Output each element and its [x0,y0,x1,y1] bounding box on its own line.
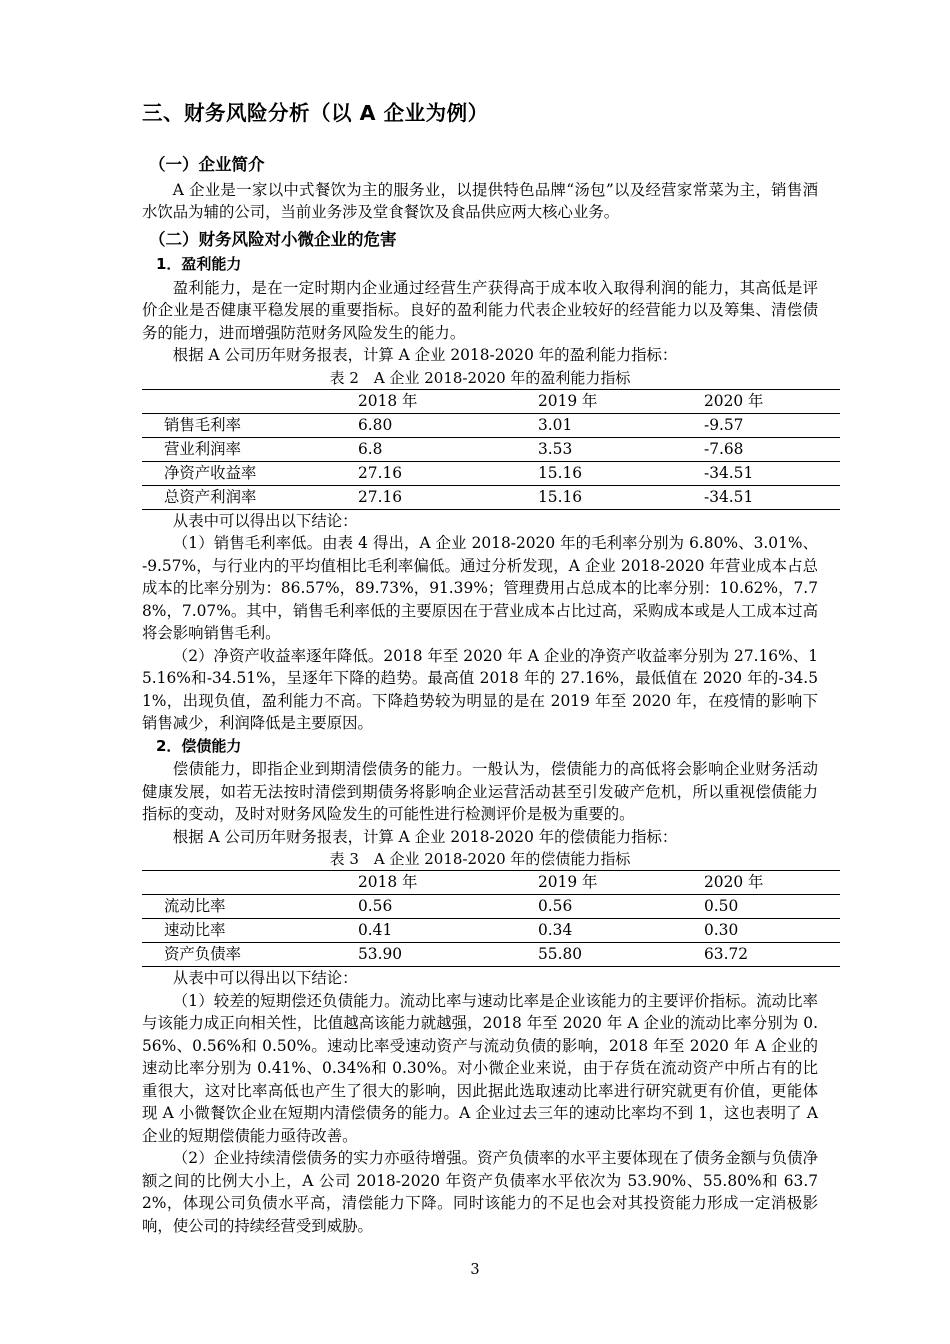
table2-row2-label: 净资产收益率 [142,461,358,485]
table2-row3-y2020: -34.51 [704,485,840,509]
table2-row1-y2019: 3.53 [538,437,704,461]
table-row [142,919,840,943]
heading-profitability: 1．盈利能力 [156,255,242,274]
table3-row1-label: 速动比率 [142,919,358,943]
table2-header-2020: 2020 年 [704,389,840,413]
table3-row0-y2020: 0.50 [704,895,840,919]
table-profitability-indicators [142,389,840,510]
paragraph-solvency-intro: 根据 A 公司历年财务报表，计算 A 企业 2018-2020 年的偿债能力指标： [172,827,678,846]
heading-company-profile: （一）企业简介 [149,154,265,174]
table2-row1-y2018: 6.8 [358,437,538,461]
table3-row0-label: 流动比率 [142,895,358,919]
table2-row0-y2018: 6.80 [358,413,538,437]
paragraph-profitability-conclusion-1: （1）销售毛利率低。由表 4 得出，A 企业 2018-2020 年的毛利率分别为 6.80%、3.01%、-9.57%，与行业内的平均值相比毛利率偏低。通过分析发现，A 企业 2018-2020 年营业成本占总成本的比率分别为：86.57%，89.73%，91.39%；管理费用占总成本的比率分别：10.62%，7.78%，7.07%。其中，销售毛利率低的主要原因在于营业成本占比过高，采购成本或是人工成本过高将会影响销售毛利。 [142,534,818,643]
table3-row0-y2018: 0.56 [358,895,538,919]
table2-row1-y2020: -7.68 [704,437,840,461]
table2-row2-y2020: -34.51 [704,461,840,485]
heading-financial-risk-harm: （二）财务风险对小微企业的危害 [149,229,397,249]
table2-row1-label: 营业利润率 [142,437,358,461]
paragraph-solvency-conclusion-2: （2）企业持续清偿债务的实力亦亟待增强。资产负债率的水平主要体现在了债务金额与负债净额之间的比例大小上，A 公司 2018-2020 年资产负债率水平依次为 53.90%、55.80%和 63.72%，体现公司负债水平高，清偿能力下降。同时该能力的不足也会对其投资能力形成一定消极影响，使公司的持续经营受到威胁。 [142,1149,818,1235]
table3-header-2019: 2019 年 [538,871,704,895]
table-header-row [142,871,840,895]
heading-solvency: 2．偿债能力 [156,736,242,755]
table3-row1-y2019: 0.34 [538,919,704,943]
page-content [142,100,818,1237]
table3-header-2018: 2018 年 [358,871,538,895]
paragraph-conclusion-lead-1: 从表中可以得出以下结论： [172,511,358,530]
table2-row0-y2019: 3.01 [538,413,704,437]
table-row [142,461,840,485]
table2-row2-y2019: 15.16 [538,461,704,485]
table2-row0-y2020: -9.57 [704,413,840,437]
table3-header-2020: 2020 年 [704,871,840,895]
table-row [142,895,840,919]
table3-row2-y2020: 63.72 [704,943,840,967]
table2-caption: 表 2 A 企业 2018-2020 年的盈利能力指标 [329,368,631,387]
paragraph-solvency-definition: 偿债能力，即指企业到期清偿债务的能力。一般认为，偿债能力的高低将会影响企业财务活动健康发展，如若无法按时清偿到期债务将影响企业运营活动甚至引发破产危机，所以重视偿债能力指标的变动，及时对财务风险发生的可能性进行检测评价是极为重要的。 [142,760,818,824]
paragraph-profitability-intro: 根据 A 公司历年财务报表，计算 A 企业 2018-2020 年的盈利能力指标： [172,346,678,365]
table2-row0-label: 销售毛利率 [142,413,358,437]
table3-row2-y2019: 55.80 [538,943,704,967]
table3-row2-label: 资产负债率 [142,943,358,967]
table-row [142,485,840,509]
table-row [142,413,840,437]
paragraph-profitability-definition: 盈利能力，是在一定时期内企业通过经营生产获得高于成本收入取得利润的能力，其高低是评价企业是否健康平稳发展的重要指标。良好的盈利能力代表企业较好的经营能力以及筹集、清偿债务的能力，进而增强防范财务风险发生的能力。 [142,278,818,342]
table2-header-2018: 2018 年 [358,389,538,413]
paragraph-conclusion-lead-2: 从表中可以得出以下结论： [172,969,358,988]
table3-header-blank [142,871,358,895]
table2-header-blank [142,389,358,413]
table-row [142,437,840,461]
table3-row1-y2018: 0.41 [358,919,538,943]
table3-row0-y2019: 0.56 [538,895,704,919]
table-row [142,943,840,967]
paragraph-solvency-conclusion-1: （1）较差的短期偿还负债能力。流动比率与速动比率是企业该能力的主要评价指标。流动比率与该能力成正向相关性，比值越高该能力就越强，2018 年至 2020 年 A 企业的流动比率分别为 0.56%、0.56%和 0.50%。速动比率受速动资产与流动负债的影响，2018 年至 2020 年 A 企业的速动比率分别为 0.41%、0.34%和 0.30%。对小微企业来说，由于存货在流动资产中所占有的比重很大，这对比率高低也产生了很大的影响，因此据此选取速动比率进行研究就更有价值，更能体现 A 小微餐饮企业在短期内清偿债务的能力。A 企业过去三年的速动比率均不到 1，这也表明了 A 企业的短期偿债能力亟待改善。 [142,991,818,1145]
table2-row3-label: 总资产利润率 [142,485,358,509]
table-header-row [142,389,840,413]
table2-row2-y2018: 27.16 [358,461,538,485]
table2-row3-y2018: 27.16 [358,485,538,509]
paragraph-company-profile: A 企业是一家以中式餐饮为主的服务业，以提供特色品牌“汤包”以及经营家常菜为主，销售酒水饮品为辅的公司，当前业务涉及堂食餐饮及食品供应两大核心业务。 [142,180,818,222]
table2-row3-y2019: 15.16 [538,485,704,509]
table-solvency-indicators [142,870,840,967]
table3-caption: 表 3 A 企业 2018-2020 年的偿债能力指标 [329,850,631,869]
table2-header-2019: 2019 年 [538,389,704,413]
page-title: 三、财务风险分析（以 A 企业为例） [142,101,489,125]
table3-row2-y2018: 53.90 [358,943,538,967]
table3-row1-y2020: 0.30 [704,919,840,943]
paragraph-profitability-conclusion-2: （2）净资产收益率逐年降低。2018 年至 2020 年 A 企业的净资产收益率分别为 27.16%、15.16%和-34.51%，呈逐年下降的趋势。最高值 2018 年的 27.16%，最低值在 2020 年的-34.51%，出现负值，盈利能力不高。下降趋势较为明显的是在 2019 年至 2020 年，在疫情的影响下销售减少，利润降低是主要原因。 [142,646,818,733]
page-number: 3 [470,1262,480,1278]
